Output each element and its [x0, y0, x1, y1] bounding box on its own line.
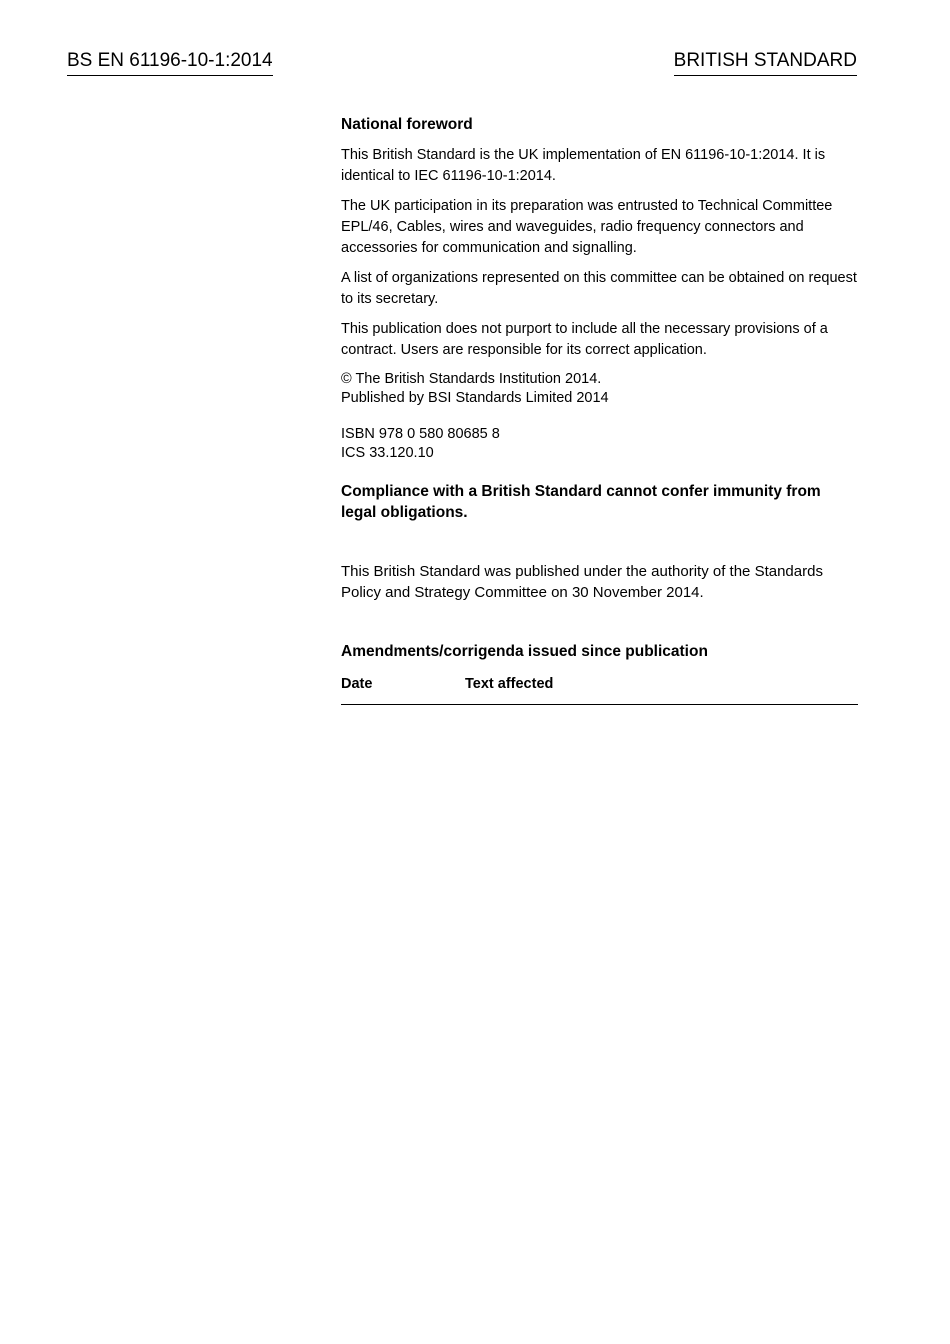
amendments-column-date: Date	[341, 676, 373, 692]
foreword-title: National foreword	[341, 116, 473, 133]
publication-note: This British Standard was published under the authority of the Standards Policy and Strategy Committee on 30 November 2014.	[341, 563, 823, 601]
amendments-title: Amendments/corrigenda issued since publication	[341, 643, 708, 660]
document-id-header: BS EN 61196-10-1:2014	[67, 49, 273, 76]
foreword-paragraph-2: The UK participation in its preparation was entrusted to Technical Committee EPL/46, Cables, wires and waveguides, radio frequency connectors and accessories for communication and signalling.	[341, 198, 833, 256]
main-content	[341, 114, 858, 705]
compliance-statement: Compliance with a British Standard cannot confer immunity from legal obligations.	[341, 483, 821, 521]
foreword-paragraph-1: This British Standard is the UK implementation of EN 61196-10-1:2014. It is identical to IEC 61196-10-1:2014.	[341, 147, 826, 184]
publisher-line: Published by BSI Standards Limited 2014	[341, 390, 609, 406]
ics-line: ICS 33.120.10	[341, 445, 434, 461]
amendments-table-header	[341, 674, 858, 705]
foreword-paragraph-3: A list of organizations represented on this committee can be obtained on request to its secretary.	[341, 270, 857, 307]
amendments-column-text-affected: Text affected	[465, 676, 554, 692]
copyright-line: © The British Standards Institution 2014.	[341, 371, 602, 387]
standard-type-header: BRITISH STANDARD	[674, 49, 857, 76]
isbn-line: ISBN 978 0 580 80685 8	[341, 426, 500, 442]
foreword-paragraph-4: This publication does not purport to include all the necessary provisions of a contract. Users are responsible for its correct application.	[341, 321, 828, 358]
